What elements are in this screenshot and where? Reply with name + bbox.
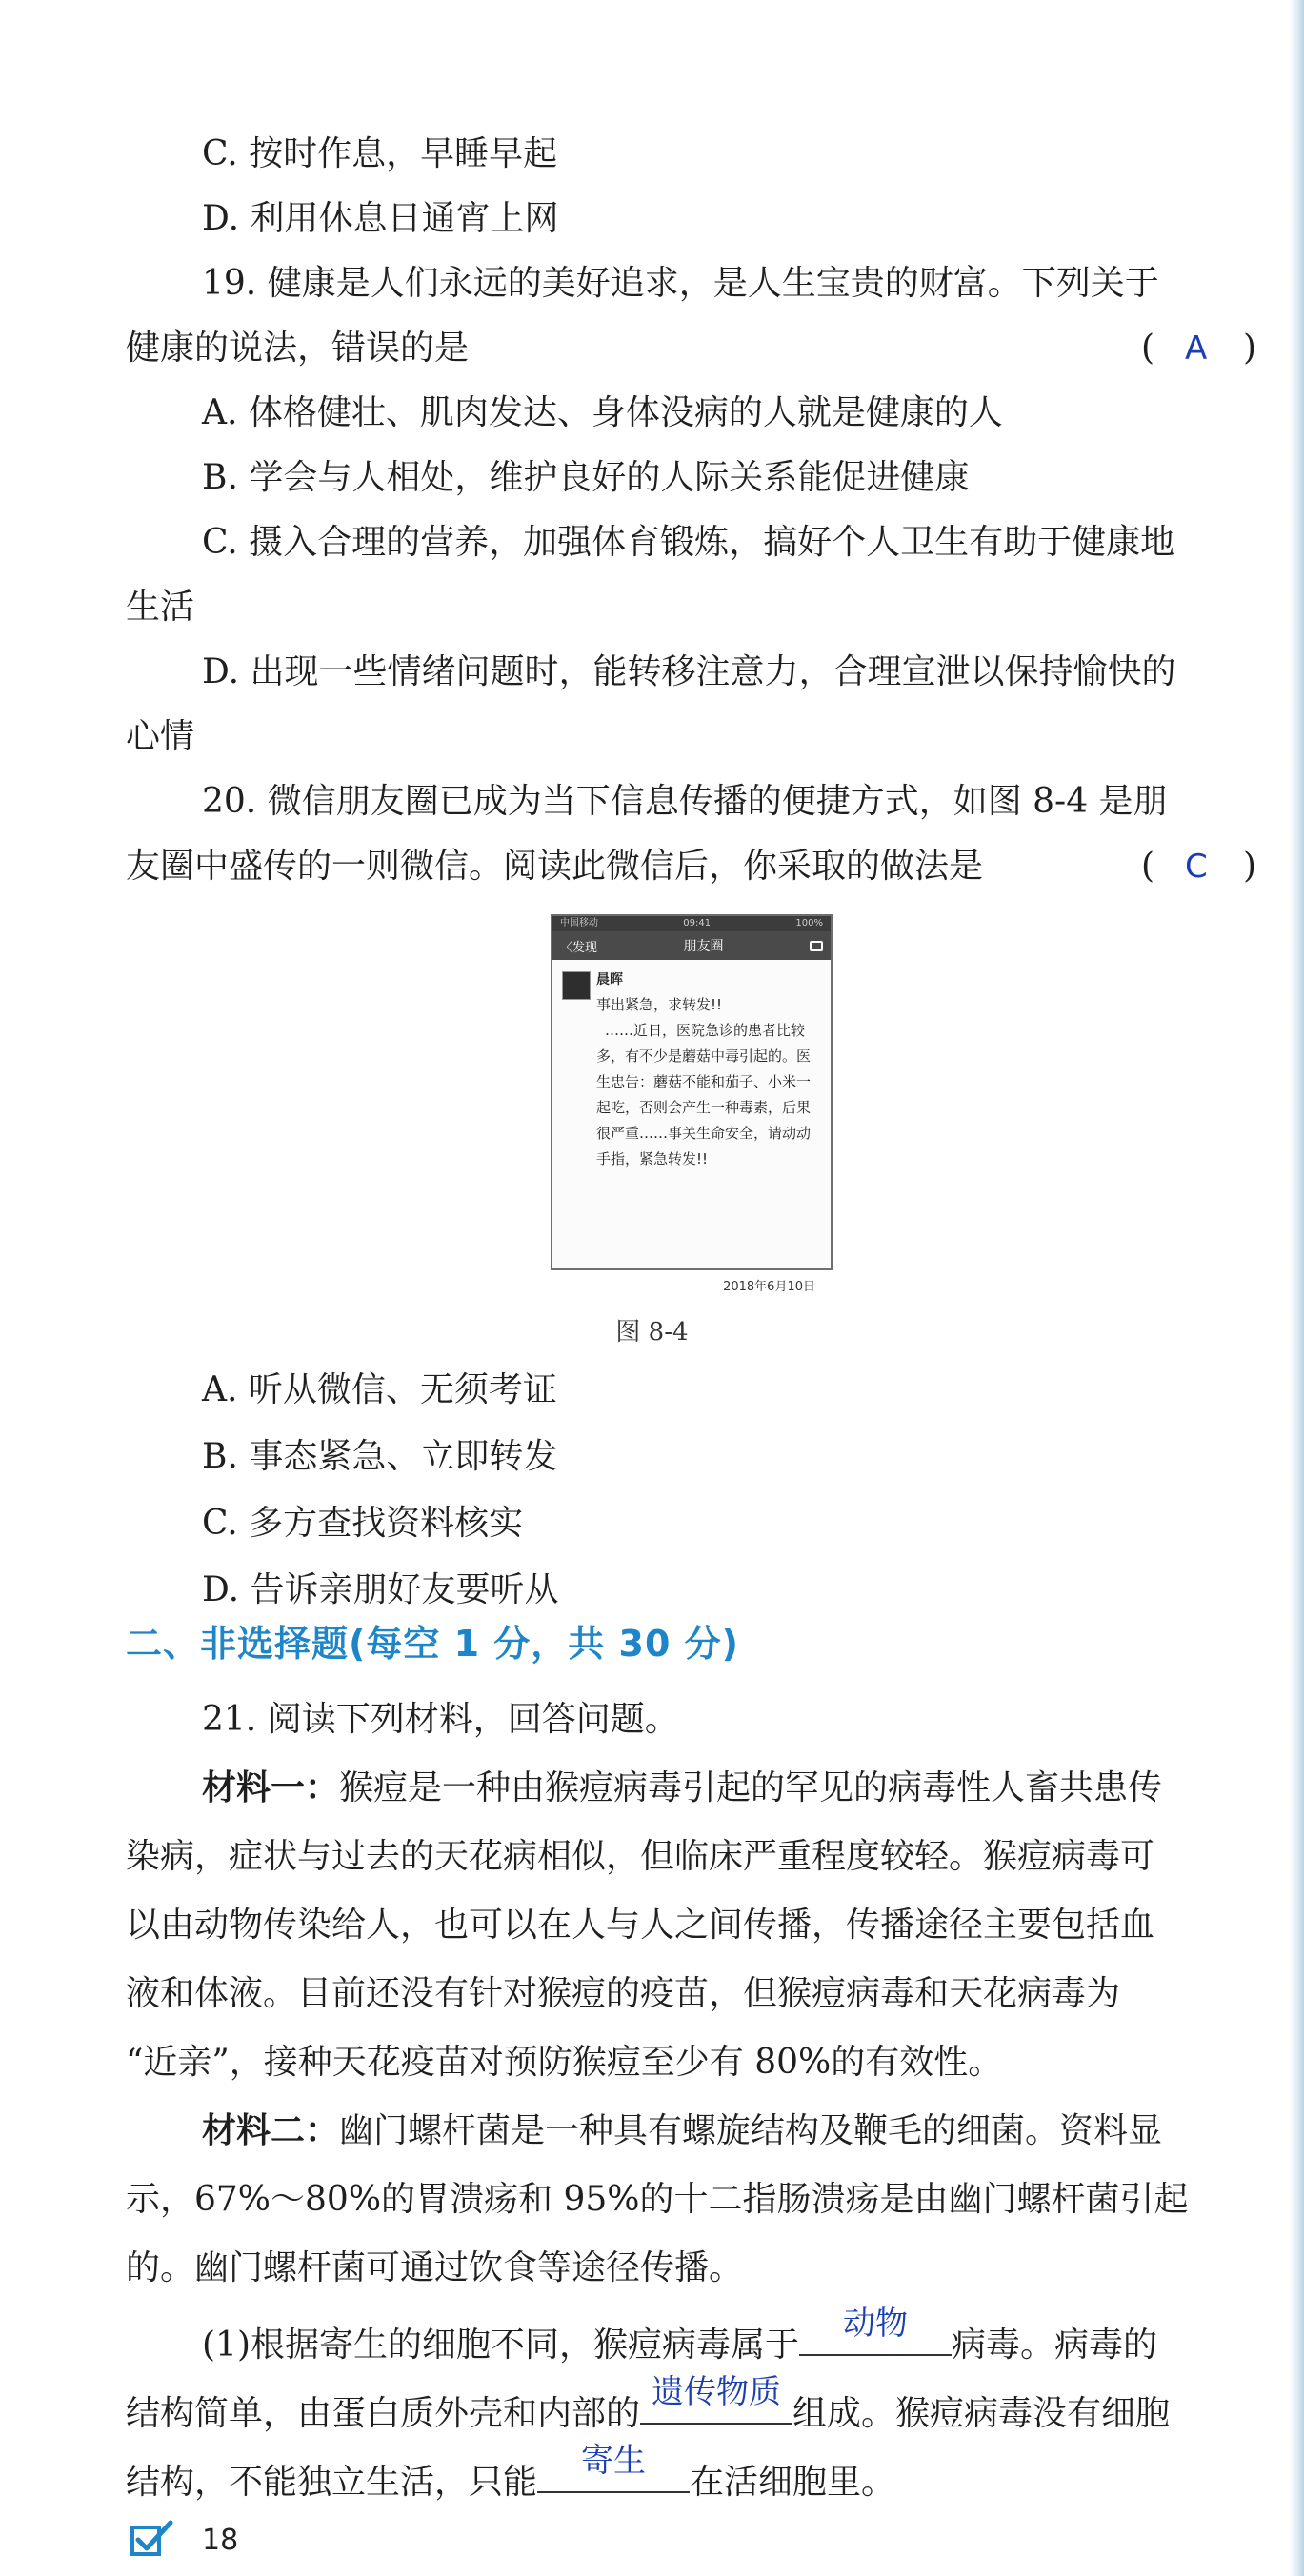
q20-option-c: C. 多方查找资料核实: [202, 1504, 524, 1543]
q19-option-d-line1: D. 出现一些情绪问题时，能转移注意力，合理宣泄以保持愉快的: [202, 652, 1176, 691]
q21-material1-line1: [202, 1767, 1162, 1809]
q19-option-a: A. 体格健壮、肌肉发达、身体没病的人就是健康的人: [202, 393, 1003, 432]
q19-stem-line2: 健康的说法，错误的是: [126, 329, 470, 368]
avatar: [562, 971, 591, 1000]
q21-stem: 21. 阅读下列材料，回答问题。: [202, 1700, 679, 1739]
q20-answer: C: [1185, 848, 1208, 886]
post-user: 晨晖: [596, 972, 623, 988]
blank-2-answer: 遗传物质: [652, 2373, 782, 2411]
q19-answer: A: [1185, 329, 1208, 368]
blank-3-answer: 寄生: [581, 2442, 647, 2480]
q21-material2-line1: [202, 2110, 1162, 2152]
q19-stem-line1: 19. 健康是人们永远的美好追求，是人生宝贵的财富。下列关于: [202, 264, 1159, 303]
blank-3: [537, 2442, 690, 2493]
part1-text-e: 结构，不能独立生活，只能: [126, 2463, 538, 2502]
q19-option-c-line1: C. 摄入合理的营养，加强体育锻炼，搞好个人卫生有助于健康地: [202, 523, 1175, 562]
q19-option-b: B. 学会与人相处，维护良好的人际关系能促进健康: [202, 458, 970, 497]
checkbox-check-icon: [130, 2519, 173, 2557]
material2-label: 材料二：: [202, 2111, 340, 2150]
material1-text: 猴痘是一种由猴痘病毒引起的罕见的病毒性人畜共患传: [339, 1768, 1163, 1807]
blank-1-answer: 动物: [843, 2305, 908, 2343]
nav-back: 〈发现: [560, 940, 598, 955]
nav-title: 朋友圈: [683, 939, 724, 954]
q21-material2-line2: 示，67%～80%的胃溃疡和 95%的十二指肠溃疡是由幽门螺杆菌引起: [126, 2180, 1189, 2219]
wechat-moments-figure: [551, 914, 833, 1294]
page-number: 18: [202, 2524, 239, 2557]
q21-material2-line3: 的。幽门螺杆菌可通过饮食等途径传播。: [126, 2248, 744, 2287]
phone-nav-bar: [552, 931, 831, 960]
part1-text-a: (1)根据寄生的细胞不同，猴痘病毒属于: [202, 2326, 799, 2365]
q20-answer-paren-left: (: [1141, 847, 1155, 886]
q19-option-c-line2: 生活: [126, 588, 195, 627]
post-date: 2018年6月10日: [723, 1280, 815, 1294]
q21-part1-line1: [202, 2305, 1158, 2366]
q21-material1-line5: “近亲”，接种天花疫苗对预防猴痘至少有 80%的有效性。: [126, 2043, 1003, 2082]
figure-caption: 图 8-4: [615, 1318, 689, 1347]
post-title: 事出紧急，求转发!!: [596, 996, 723, 1013]
part1-text-f: 在活细胞里。: [690, 2463, 896, 2502]
q19-option-d-line2: 心情: [126, 717, 195, 756]
phone-status-bar: [552, 916, 831, 931]
post-body: [552, 960, 831, 1294]
post-text: ……近日，医院急诊的患者比较多，有不少是蘑菇中毒引起的。医生忠告：蘑菇不能和茄子、小米一起吃，否则会产生一种毒素，后果很严重……事关生命安全，请动动手指，紧急转发!!: [596, 1022, 812, 1168]
q21-part1-line2: [126, 2373, 1171, 2435]
q20-option-d: D. 告诉亲朋好友要听从: [202, 1570, 559, 1609]
part1-text-d: 组成。猴痘病毒没有细胞: [792, 2394, 1171, 2433]
q18-option-c: C. 按时作息，早睡早起: [202, 134, 558, 173]
material1-label: 材料一：: [202, 1768, 340, 1807]
q20-stem-line1: 20. 微信朋友圈已成为当下信息传播的便捷方式，如图 8-4 是朋: [202, 782, 1168, 821]
q19-answer-paren-left: (: [1141, 329, 1155, 368]
part1-text-c: 结构简单，由蛋白质外壳和内部的: [126, 2394, 641, 2433]
q21-part1-line3: [126, 2442, 896, 2504]
status-carrier: 中国移动: [560, 918, 598, 929]
q20-stem-line2: 友圈中盛传的一则微信。阅读此微信后，你采取的做法是: [126, 847, 984, 886]
status-battery: 100%: [795, 918, 823, 929]
q18-option-d: D. 利用休息日通宵上网: [202, 199, 559, 238]
blank-1: [799, 2305, 952, 2356]
page-edge-decoration: [1289, 0, 1304, 2576]
post-content: [596, 992, 815, 1294]
q21-material1-line2: 染病，症状与过去的天花病相似，但临床严重程度较轻。猴痘病毒可: [126, 1837, 1155, 1876]
section-heading: 二、非选择题(每空 1 分，共 30 分): [126, 1623, 739, 1665]
q21-material1-line3: 以由动物传染给人，也可以在人与人之间传播，传播途径主要包括血: [126, 1906, 1155, 1945]
q20-answer-paren-right: ): [1243, 847, 1257, 886]
q21-material1-line4: 液和体液。目前还没有针对猴痘的疫苗，但猴痘病毒和天花病毒为: [126, 1974, 1121, 2013]
q19-answer-paren-right: ): [1243, 329, 1257, 368]
blank-2: [640, 2373, 792, 2425]
status-time: 09:41: [683, 918, 712, 929]
part1-text-b: 病毒。病毒的: [952, 2326, 1158, 2365]
camera-icon: [810, 941, 823, 951]
q20-option-a: A. 听从微信、无须考证: [202, 1370, 557, 1409]
material2-text: 幽门螺杆菌是一种具有螺旋结构及鞭毛的细菌。资料显: [339, 2111, 1163, 2150]
q20-option-b: B. 事态紧急、立即转发: [202, 1437, 558, 1476]
